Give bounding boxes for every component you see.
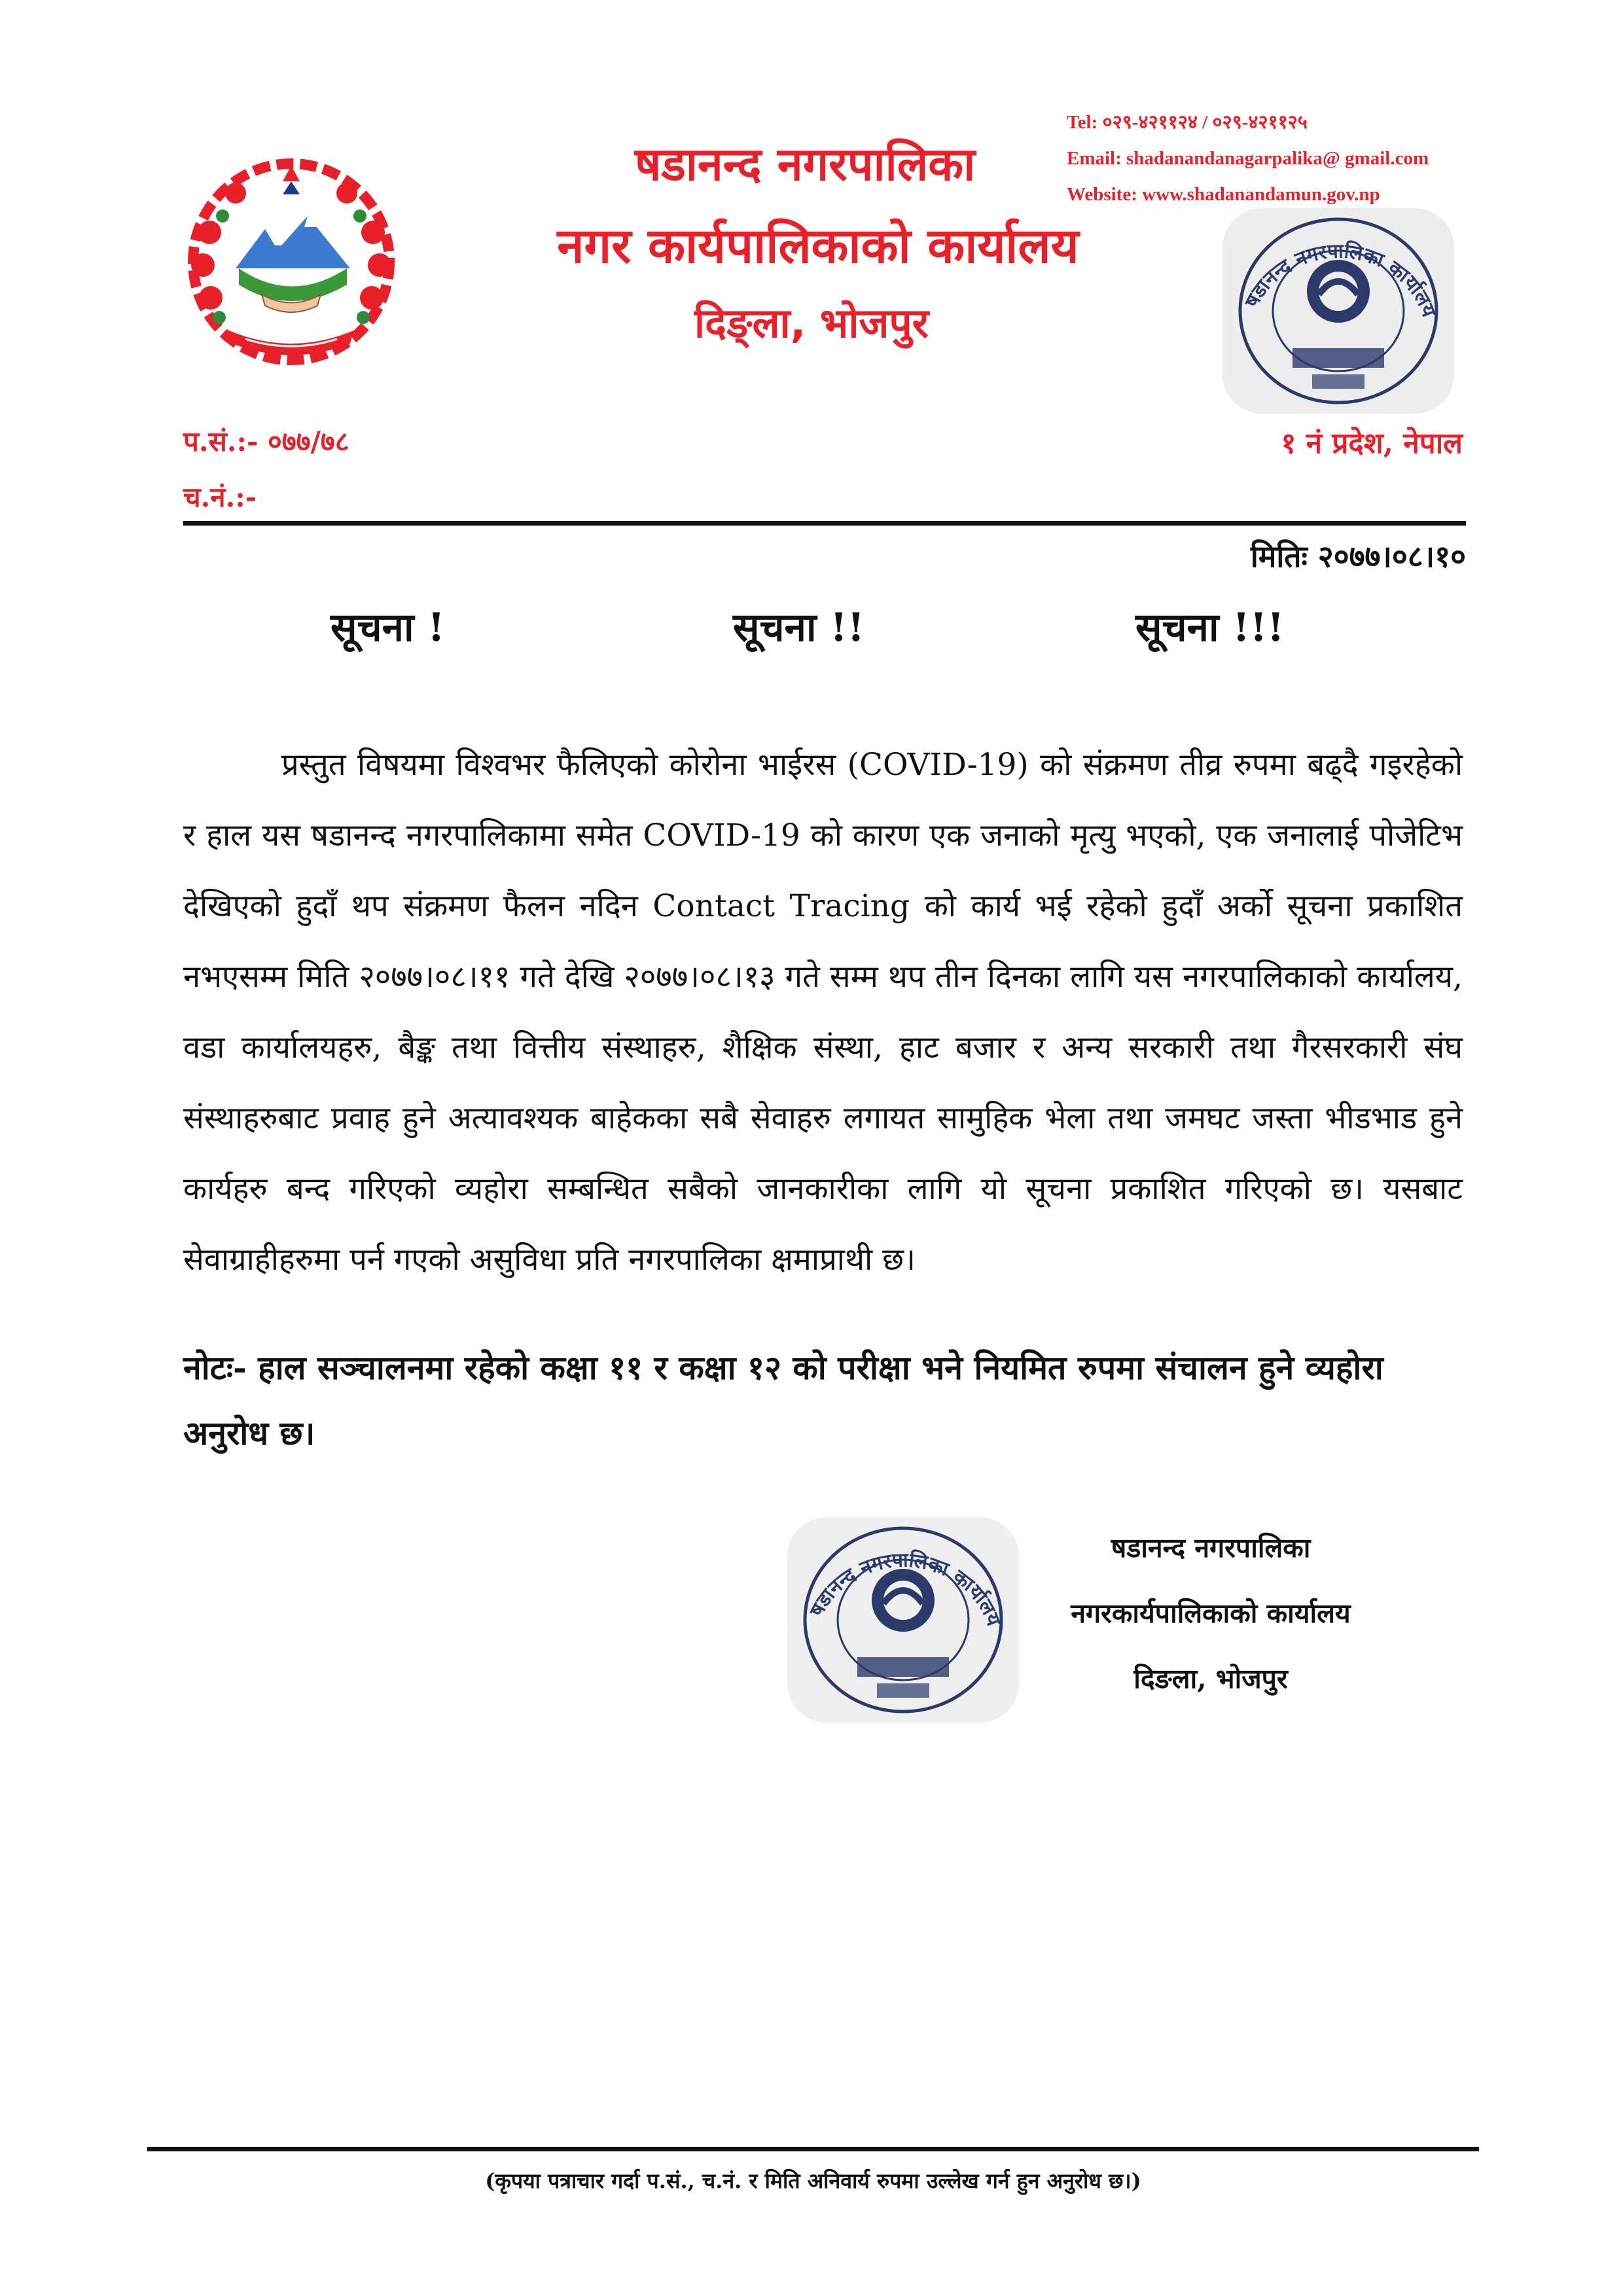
signature-line-1: षडानन्द नगरपालिका (1111, 1532, 1311, 1564)
signature-block (1001, 1515, 1420, 1712)
notice-note: नोटः- हाल सञ्चालनमा रहेको कक्षा ११ र कक्षा १२ को परीक्षा भने नियमित रुपमा संचालन हुने व्यहोरा अनुरोध छ। (183, 1348, 1383, 1452)
signature-line-3: दिङला, भोजपुर (1133, 1663, 1288, 1695)
footer-divider (147, 2147, 1479, 2151)
reference-number: प.सं.:- ०७७/७८ (183, 425, 349, 457)
contact-block (1067, 105, 1429, 213)
office-location: दिङ्ला, भोजपुर (694, 299, 929, 347)
contact-email[interactable]: Email: shadanandanagarpalika@ gmail.com (1067, 148, 1429, 169)
header-divider (183, 521, 1466, 526)
contact-website[interactable]: Website: www.shadanandamun.gov.np (1067, 184, 1380, 205)
signature-line-2: नगरकार्यपालिकाको कार्यालय (1071, 1598, 1351, 1629)
province-label: १ नं प्रदेश, नेपाल (1281, 427, 1463, 460)
footer-note: (कृपया पत्राचार गर्दा प.सं., च.नं. र मिति अनिवार्य रुपमा उल्लेख गर्न हुन अनुरोध छ।) (485, 2168, 1141, 2193)
notice-heading-2: सूचना !! (733, 605, 865, 651)
notice-date: मितिः २०७७।०८।१० (1250, 539, 1466, 574)
nepal-emblem-icon (183, 154, 399, 370)
office-name: नगर कार्यपालिकाको कार्यालय (557, 218, 1079, 274)
svg-text:षडानन्द नगरपालिका कार्यालय: षडानन्द नगरपालिका कार्यालय (1240, 240, 1440, 320)
dispatch-number: च.नं.:- (183, 481, 257, 513)
notice-heading-1: सूचना ! (330, 605, 445, 651)
notice-body: प्रस्तुत विषयमा विश्वभर फैलिएको कोरोना भाईरस (COVID-19) को संक्रमण तीव्र रुपमा बढ्दै गइरहेको र हाल यस षडानन्द नगरपालिकामा समेत COVID-19 को कारण एक जनाको मृत्यु भएको, एक जनालाई पोजेटिभ देखिएको हुदाँ थप संक्रमण फैलन नदिन Contact Tracing को कार्य भई रहेको हुदाँ अर्को सूचना प्रकाशित नभएसम्म मिति २०७७।०८।११ गते देखि २०७७।०८।१३ गते सम्म थप तीन दिनका लागि यस नगरपालिकाको कार्यालय, वडा कार्यालयहरु, बैङ्क तथा वित्तीय संस्थाहरु, शैक्षिक संस्था, हाट बजार र अन्य सरकारी तथा गैरसरकारी संघ संस्थाहरुबाट प्रवाह हुने अत्यावश्यक बाहेकका सबै सेवाहरु लगायत सामुहिक भेला तथा जमघट जस्ता भीडभाड हुने कार्यहरु बन्द गरिएको व्यहोरा सम्बन्धित सबैको जानकारीका लागि यो सूचना प्रकाशित गरिएको छ। यसबाट सेवाग्राहीहरुमा पर्न गएको असुविधा प्रति नगरपालिका क्षमाप्राथी छ। (183, 747, 1463, 1278)
office-seal-icon (1217, 203, 1459, 419)
municipality-name: षडानन्द नगरपालिका (634, 137, 976, 191)
svg-text:षडानन्द नगरपालिका कार्यालय: षडानन्द नगरपालिका कार्यालय (805, 1549, 1005, 1629)
notice-heading-3: सूचना !!! (1135, 605, 1285, 651)
signature-seal-icon (782, 1512, 1024, 1728)
contact-tel: Tel: ०२९-४२११२४ / ०२९-४२११२५ (1067, 112, 1308, 133)
